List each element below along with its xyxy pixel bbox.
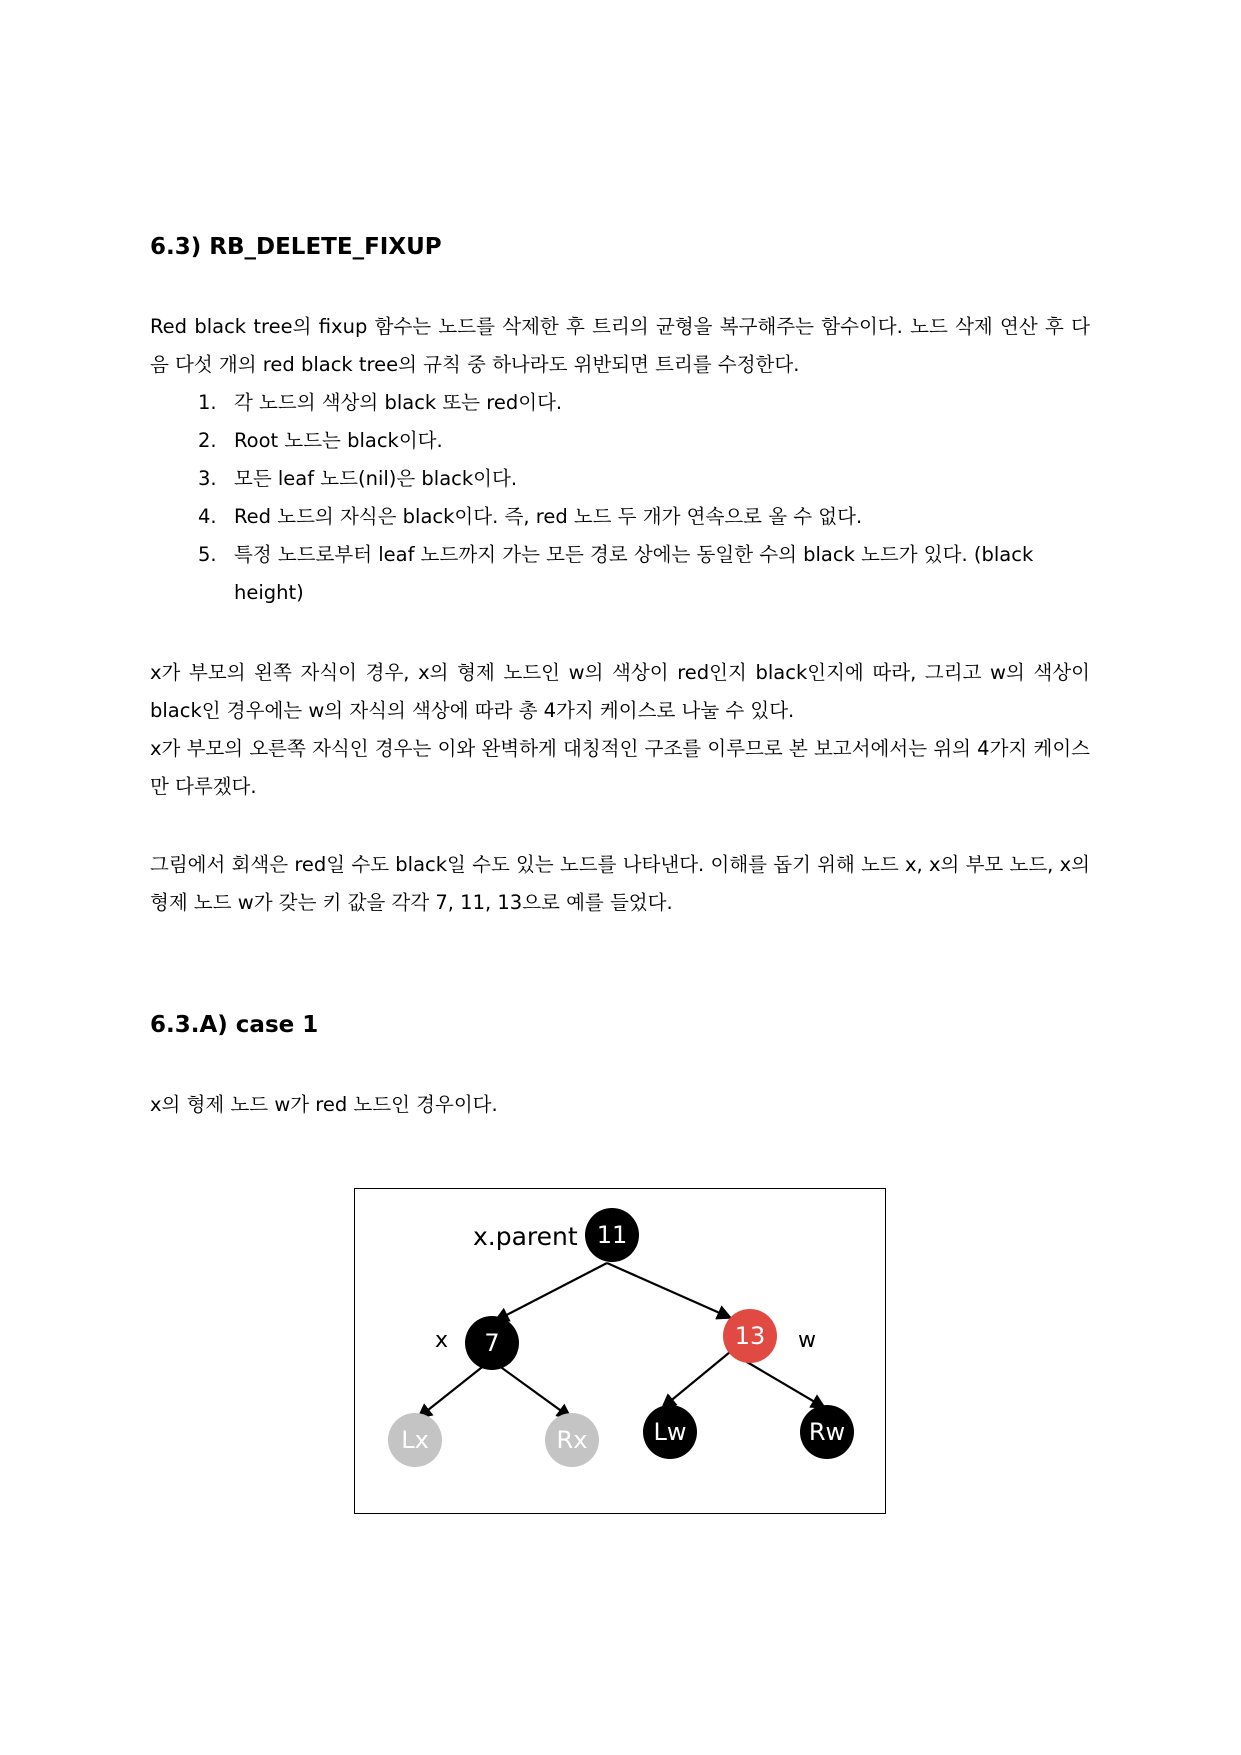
node-rx-key: Rx xyxy=(556,1426,588,1454)
rule-text: 각 노드의 색상의 black 또는 red이다. xyxy=(234,391,563,414)
node-lw-key: Lw xyxy=(653,1418,687,1446)
w-label: w xyxy=(798,1328,816,1353)
edge-w-lw xyxy=(662,1352,730,1408)
node-x-key: 7 xyxy=(484,1329,500,1357)
rule-item xyxy=(150,384,1090,422)
node-lx xyxy=(388,1413,442,1467)
rule-item xyxy=(150,536,1090,612)
case-paragraph: x가 부모의 왼쪽 자식이 경우, x의 형제 노드인 w의 색상이 red인지 black인지에 따라, 그리고 w의 색상이 black인 경우에는 w의 자식의 색상에 따라 총 4가지 케이스로 나눌 수 있다. xyxy=(150,661,1090,722)
node-parent xyxy=(585,1208,639,1262)
node-lx-key: Lx xyxy=(401,1426,429,1454)
rule-item xyxy=(150,498,1090,536)
edge-x-rx xyxy=(491,1360,571,1418)
symmetric-paragraph: x가 부모의 오른쪽 자식인 경우는 이와 완벽하게 대칭적인 구조를 이루므로 본 보고서에서는 위의 4가지 케이스만 다루겠다. xyxy=(150,737,1090,798)
node-w-key: 13 xyxy=(734,1322,766,1350)
node-rw-key: Rw xyxy=(808,1418,846,1446)
edge-parent-x xyxy=(495,1263,607,1321)
rule-number: 3. xyxy=(198,467,217,490)
rule-item xyxy=(150,422,1090,460)
case1-description: x의 형제 노드 w가 red 노드인 경우이다. xyxy=(150,1093,498,1116)
rule-number: 2. xyxy=(198,429,217,452)
rule-number: 4. xyxy=(198,505,217,528)
intro-paragraph: Red black tree의 fixup 함수는 노드를 삭제한 후 트리의 균형을 복구해주는 함수이다. 노드 삭제 연산 후 다음 다섯 개의 red black tree의 규칙 중 하나라도 위반되면 트리를 수정한다. xyxy=(150,315,1090,376)
rule-text: 특정 노드로부터 leaf 노드까지 가는 모든 경로 상에는 동일한 수의 black 노드가 있다. (black height) xyxy=(234,543,1034,604)
node-w xyxy=(723,1309,777,1363)
tree-diagram xyxy=(355,1189,885,1513)
section-title: 6.3) RB_DELETE_FIXUP xyxy=(150,234,442,260)
x-label: x xyxy=(435,1328,449,1353)
rules-list xyxy=(150,384,1090,612)
node-lw xyxy=(643,1405,697,1459)
node-rw xyxy=(800,1405,854,1459)
edge-parent-w xyxy=(607,1263,731,1318)
rule-item xyxy=(150,460,1090,498)
node-rx xyxy=(545,1413,599,1467)
rule-number: 5. xyxy=(198,543,217,566)
gray-node-paragraph: 그림에서 회색은 red일 수도 black일 수도 있는 노드를 나타낸다. 이해를 돕기 위해 노드 x, x의 부모 노드, x의 형제 노드 w가 갖는 키 값을 각각 7, 11, 13으로 예를 들었다. xyxy=(150,853,1090,914)
x-parent-label: x.parent xyxy=(473,1222,578,1251)
node-x xyxy=(465,1316,519,1370)
rule-text: 모든 leaf 노드(nil)은 black이다. xyxy=(234,467,518,490)
rule-text: Red 노드의 자식은 black이다. 즉, red 노드 두 개가 연속으로 올 수 없다. xyxy=(234,505,863,528)
node-parent-key: 11 xyxy=(596,1221,628,1249)
rule-number: 1. xyxy=(198,391,217,414)
case1-title: 6.3.A) case 1 xyxy=(150,1012,319,1038)
edge-x-lx xyxy=(418,1360,491,1418)
rule-text: Root 노드는 black이다. xyxy=(234,429,443,452)
case1-diagram xyxy=(354,1188,886,1514)
